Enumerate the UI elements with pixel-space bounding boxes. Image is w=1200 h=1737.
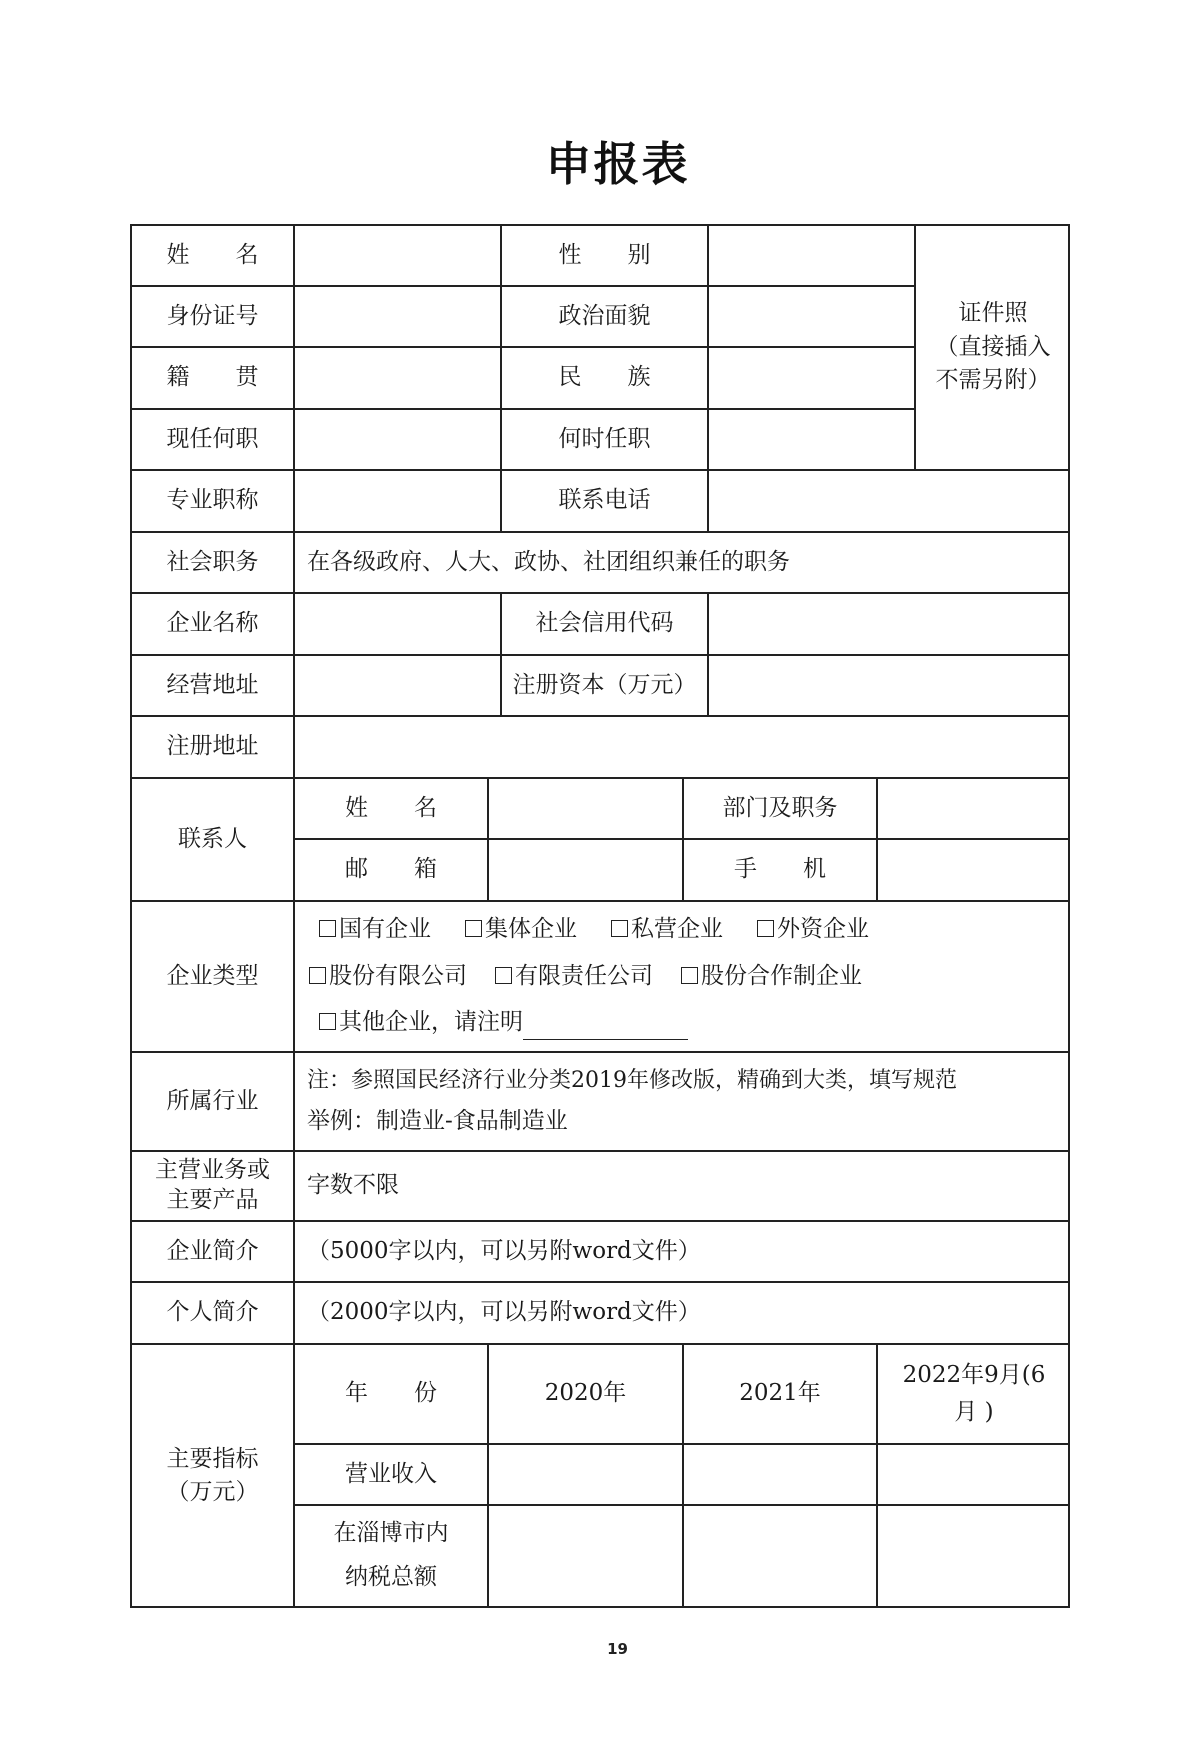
business-address-label: 经营地址 bbox=[132, 656, 295, 717]
registered-address-label: 注册地址 bbox=[132, 717, 295, 779]
political-field[interactable] bbox=[709, 287, 916, 348]
revenue-2022-field[interactable] bbox=[878, 1445, 1070, 1506]
position-field[interactable] bbox=[295, 410, 502, 471]
name-label: 姓 名 bbox=[132, 226, 295, 287]
contact-dept-label: 部门及职务 bbox=[684, 779, 878, 840]
credit-code-label: 社会信用代码 bbox=[502, 594, 709, 656]
ethnic-label: 民 族 bbox=[502, 348, 709, 410]
checkbox-icon[interactable] bbox=[681, 967, 698, 984]
tax-2021-field[interactable] bbox=[684, 1506, 878, 1606]
contact-label: 联系人 bbox=[132, 779, 295, 902]
tax-label: 在淄博市内 纳税总额 bbox=[295, 1506, 489, 1606]
tax-2020-field[interactable] bbox=[489, 1506, 684, 1606]
phone-label: 联系电话 bbox=[502, 471, 709, 533]
checkbox-icon[interactable] bbox=[757, 920, 774, 937]
company-type-row3 bbox=[309, 1006, 688, 1039]
photo-label-line3: 不需另附） bbox=[935, 367, 1051, 394]
gender-label: 性 别 bbox=[502, 226, 709, 287]
business-address-field[interactable] bbox=[295, 656, 502, 717]
contact-name-field[interactable] bbox=[489, 779, 684, 840]
company-intro-field[interactable]: （5000字以内，可以另附word文件） bbox=[295, 1222, 1070, 1283]
type-option-private[interactable]: 私营企业 bbox=[611, 913, 723, 946]
checkbox-icon[interactable] bbox=[495, 967, 512, 984]
id-field[interactable] bbox=[295, 287, 502, 348]
credit-code-field[interactable] bbox=[709, 594, 1070, 656]
social-duty-label: 社会职务 bbox=[132, 533, 295, 594]
company-intro-label: 企业简介 bbox=[132, 1222, 295, 1283]
type-option-joint-stock[interactable]: 股份有限公司 bbox=[309, 960, 467, 993]
tax-2022-field[interactable] bbox=[878, 1506, 1070, 1606]
type-option-other[interactable]: 其他企业，请注明 bbox=[319, 1006, 688, 1039]
industry-label: 所属行业 bbox=[132, 1053, 295, 1152]
indicators-label: 主要指标 （万元） bbox=[132, 1345, 295, 1606]
gender-field[interactable] bbox=[709, 226, 916, 287]
checkbox-icon[interactable] bbox=[465, 920, 482, 937]
main-business-field[interactable]: 字数不限 bbox=[295, 1152, 1070, 1222]
contact-email-label: 邮 箱 bbox=[295, 840, 489, 902]
page-number: 19 bbox=[607, 1640, 628, 1658]
position-label: 现任何职 bbox=[132, 410, 295, 471]
year-2022: 2022年9月(6 月 ) bbox=[878, 1345, 1070, 1445]
checkbox-icon[interactable] bbox=[611, 920, 628, 937]
year-2021: 2021年 bbox=[684, 1345, 878, 1445]
type-option-state[interactable]: 国有企业 bbox=[319, 913, 431, 946]
name-field[interactable] bbox=[295, 226, 502, 287]
native-place-label: 籍 贯 bbox=[132, 348, 295, 410]
social-duty-field[interactable]: 在各级政府、人大、政协、社团组织兼任的职务 bbox=[295, 533, 1070, 594]
type-option-collective[interactable]: 集体企业 bbox=[465, 913, 577, 946]
checkbox-icon[interactable] bbox=[319, 920, 336, 937]
company-name-label: 企业名称 bbox=[132, 594, 295, 656]
since-field[interactable] bbox=[709, 410, 916, 471]
industry-field[interactable] bbox=[295, 1053, 1070, 1152]
checkbox-icon[interactable] bbox=[319, 1013, 336, 1030]
contact-mobile-field[interactable] bbox=[878, 840, 1070, 902]
company-type-row2 bbox=[309, 960, 862, 993]
company-type-row1 bbox=[309, 913, 869, 946]
phone-field[interactable] bbox=[709, 471, 1070, 533]
industry-note: 注：参照国民经济行业分类2019年修改版，精确到大类，填写规范 bbox=[307, 1067, 957, 1093]
photo-label-line2: （直接插入 bbox=[935, 333, 1051, 360]
registered-capital-label: 注册资本（万元） bbox=[502, 656, 709, 717]
id-label: 身份证号 bbox=[132, 287, 295, 348]
photo-box[interactable] bbox=[916, 226, 1070, 471]
contact-dept-field[interactable] bbox=[878, 779, 1070, 840]
type-option-foreign[interactable]: 外资企业 bbox=[757, 913, 869, 946]
registered-address-field[interactable] bbox=[295, 717, 1070, 779]
revenue-2021-field[interactable] bbox=[684, 1445, 878, 1506]
personal-intro-field[interactable]: （2000字以内，可以另附word文件） bbox=[295, 1283, 1070, 1345]
checkbox-icon[interactable] bbox=[309, 967, 326, 984]
contact-mobile-label: 手 机 bbox=[684, 840, 878, 902]
form-title: 申报表 bbox=[545, 137, 690, 191]
since-label: 何时任职 bbox=[502, 410, 709, 471]
revenue-2020-field[interactable] bbox=[489, 1445, 684, 1506]
company-type-label: 企业类型 bbox=[132, 902, 295, 1053]
native-place-field[interactable] bbox=[295, 348, 502, 410]
contact-email-field[interactable] bbox=[489, 840, 684, 902]
main-business-label: 主营业务或 主要产品 bbox=[132, 1152, 295, 1222]
year-label: 年 份 bbox=[295, 1345, 489, 1445]
company-name-field[interactable] bbox=[295, 594, 502, 656]
personal-intro-label: 个人简介 bbox=[132, 1283, 295, 1345]
company-type-options bbox=[295, 902, 1070, 1053]
type-option-limited[interactable]: 有限责任公司 bbox=[495, 960, 653, 993]
photo-label-line1: 证件照 bbox=[958, 300, 1028, 327]
registered-capital-field[interactable] bbox=[709, 656, 1070, 717]
year-2020: 2020年 bbox=[489, 1345, 684, 1445]
other-type-blank[interactable] bbox=[523, 1017, 688, 1040]
type-option-cooperative[interactable]: 股份合作制企业 bbox=[681, 960, 862, 993]
contact-name-label: 姓 名 bbox=[295, 779, 489, 840]
ethnic-field[interactable] bbox=[709, 348, 916, 410]
political-label: 政治面貌 bbox=[502, 287, 709, 348]
industry-example: 举例：制造业-食品制造业 bbox=[307, 1107, 568, 1134]
professional-title-field[interactable] bbox=[295, 471, 502, 533]
professional-title-label: 专业职称 bbox=[132, 471, 295, 533]
revenue-label: 营业收入 bbox=[295, 1445, 489, 1506]
application-form bbox=[130, 224, 1070, 1608]
